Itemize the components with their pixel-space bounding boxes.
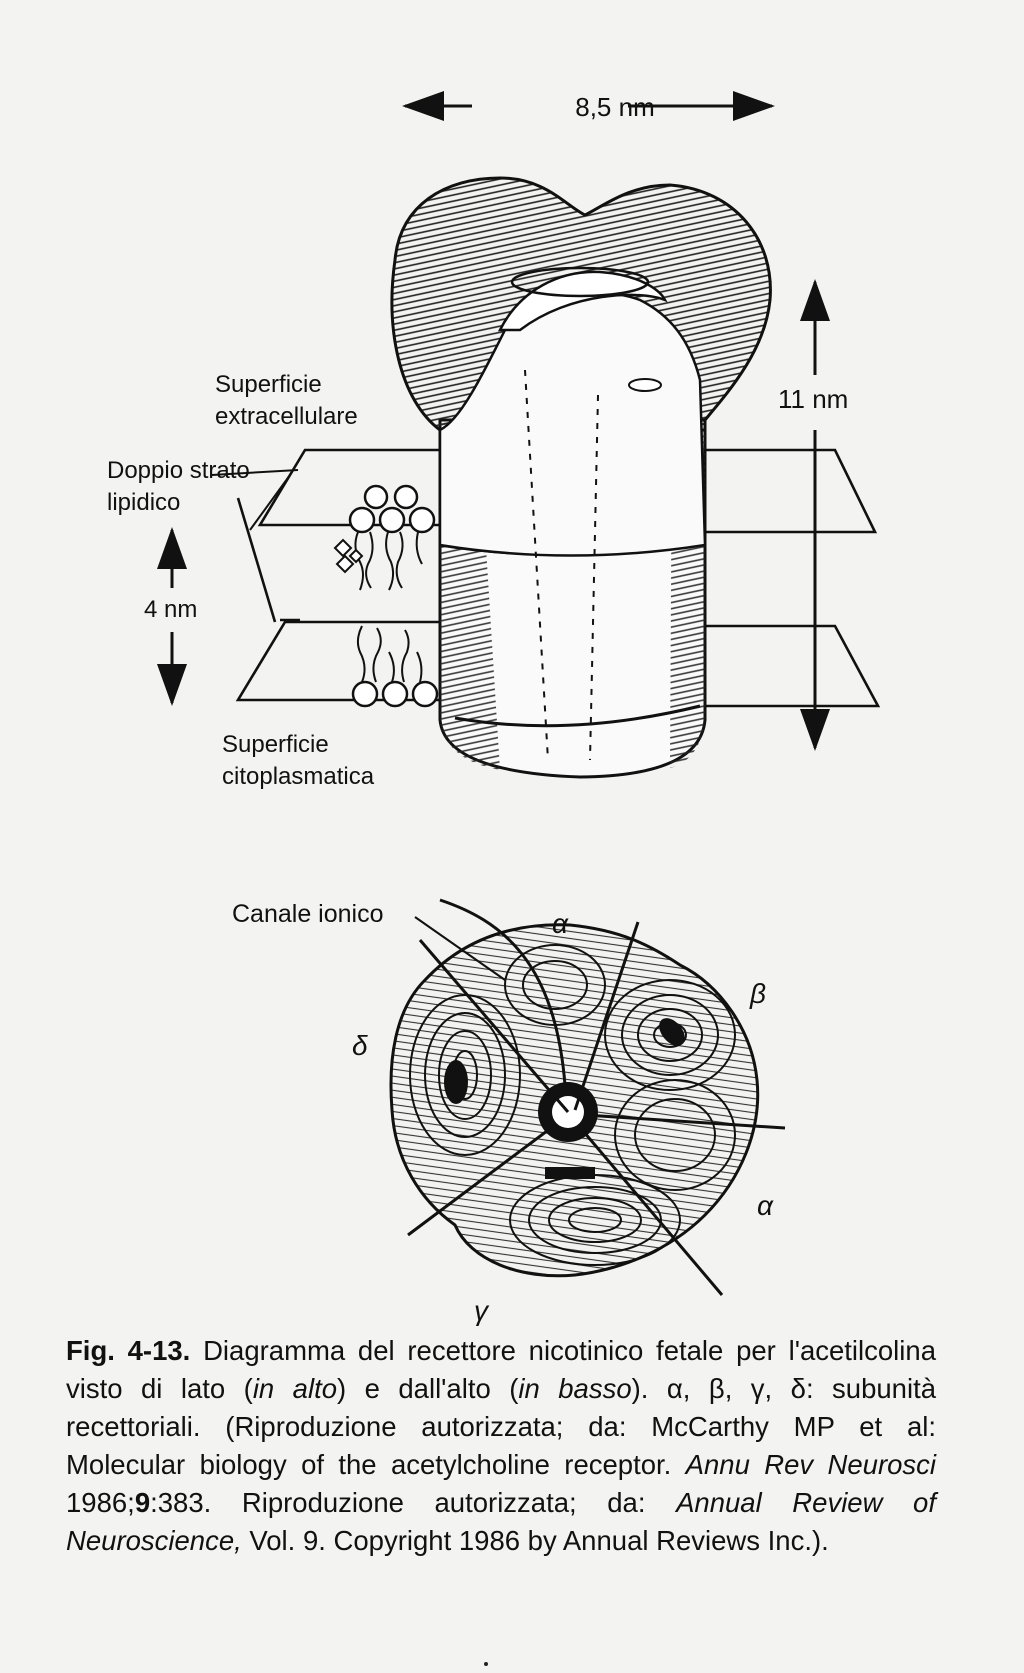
height-label: 11 nm (778, 384, 849, 414)
ion-channel-label: Canale ionico (232, 900, 384, 928)
caption-text-1: Diagramma del recettore nicotinico fetale per l'acetilcolina visto di lato ( (66, 1335, 936, 1404)
caption-journal-1: Annu Rev Neurosci (685, 1449, 937, 1480)
subunit-gamma-label: γ (474, 1295, 488, 1326)
subunit-alpha-top-label: α (552, 908, 568, 939)
caption-italic-1: in alto (252, 1373, 338, 1404)
cytoplasmic-label-line1: Superficie (222, 731, 329, 758)
caption-text-3: ). α, β, γ, δ: subunità recettoriali. (Riproduzione autorizzata; da: McCarthy MP et al: Molecular biology of the acetylcholine receptor. (66, 1373, 937, 1480)
top-view (232, 900, 785, 1326)
bilayer-thickness-label: 4 nm (144, 596, 198, 623)
extracellular-label-line2: extracellulare (215, 403, 358, 430)
subunit-beta-label: β (750, 978, 766, 1009)
caption-text-5: :383. Riproduzione autorizzata; da: (150, 1487, 677, 1518)
page-mark (484, 1662, 488, 1666)
caption-text-2: ) e dall'alto ( (337, 1373, 519, 1404)
caption-italic-2: in basso (518, 1373, 632, 1404)
subunit-delta-label: δ (352, 1030, 368, 1061)
cytoplasmic-label-line2: citoplasmatica (222, 763, 375, 790)
subunit-alpha-right-label: α (757, 1190, 773, 1221)
lipid-bilayer-label-line2: lipidico (107, 489, 181, 516)
caption-fig-number: Fig. 4-13. (66, 1335, 191, 1366)
caption-text-4: 1986; (66, 1487, 135, 1518)
width-label: 8,5 nm (575, 92, 655, 122)
extracellular-label-line1: Superficie (215, 371, 322, 398)
caption-journal-2: Annual Review of Neuroscience, (66, 1487, 936, 1556)
side-view (107, 92, 878, 790)
lipid-bilayer-label-line1: Doppio strato (107, 457, 250, 484)
figure-caption (66, 1332, 936, 1560)
caption-text-6: Vol. 9. Copyright 1986 by Annual Reviews Inc.). (241, 1525, 829, 1556)
caption-volume: 9 (134, 1487, 151, 1518)
